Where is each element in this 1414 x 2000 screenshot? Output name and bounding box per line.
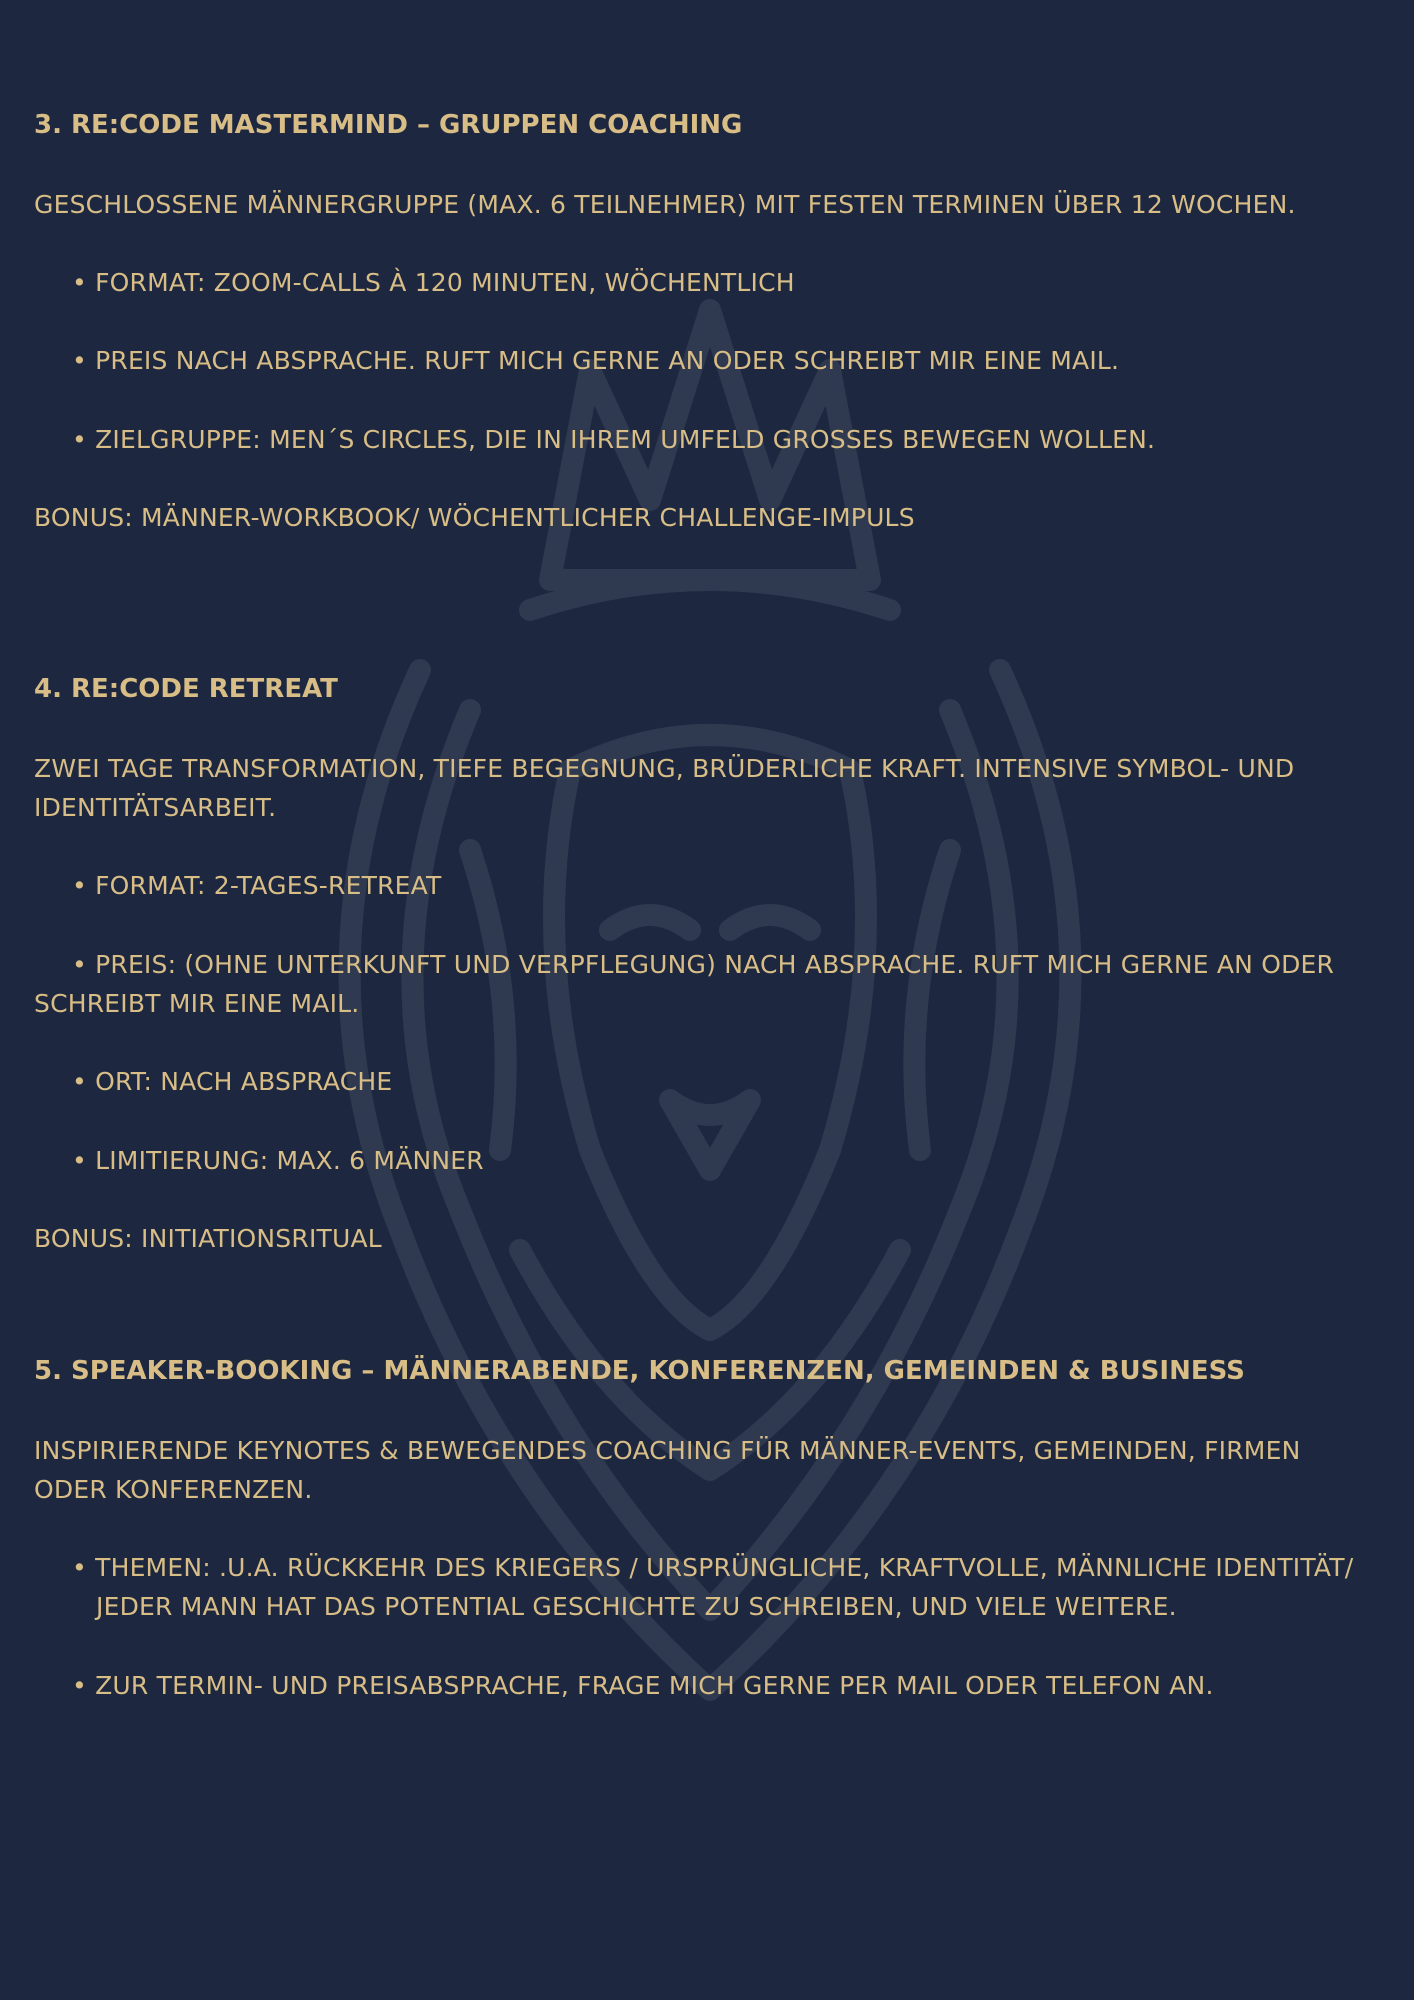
mastermind-intro: GESCHLOSSENE MÄNNERGRUPPE (MAX. 6 TEILNEHMER) MIT FESTEN TERMINEN ÜBER 12 WOCHEN. xyxy=(34,190,1296,219)
speaker-bullet-contact: • ZUR TERMIN- UND PREISABSPRACHE, FRAGE MICH GERNE PER MAIL ODER TELEFON AN. xyxy=(72,1671,1214,1700)
retreat-bullet-limit: • LIMITIERUNG: MAX. 6 MÄNNER xyxy=(72,1146,484,1175)
mastermind-bullet-format: • FORMAT: ZOOM-CALLS À 120 MINUTEN, WÖCHENTLICH xyxy=(72,268,795,297)
retreat-intro-line-2: IDENTITÄTSARBEIT. xyxy=(34,793,277,822)
retreat-bullet-price-continued: SCHREIBT MIR EINE MAIL. xyxy=(34,989,360,1018)
retreat-bullet-format: • FORMAT: 2-TAGES-RETREAT xyxy=(72,871,442,900)
mastermind-bullet-audience: • ZIELGRUPPE: MEN´S CIRCLES, DIE IN IHREM UMFELD GROSSES BEWEGEN WOLLEN. xyxy=(72,425,1156,454)
section-title-mastermind: 3. RE:CODE MASTERMIND – GRUPPEN COACHING xyxy=(34,110,743,140)
mastermind-bullet-price: • PREIS NACH ABSPRACHE. RUFT MICH GERNE AN ODER SCHREIBT MIR EINE MAIL. xyxy=(72,346,1120,375)
speaker-intro-line-1: INSPIRIERENDE KEYNOTES & BEWEGENDES COACHING FÜR MÄNNER-EVENTS, GEMEINDEN, FIRMEN xyxy=(34,1436,1301,1465)
speaker-bullet-topics-continued: JEDER MANN HAT DAS POTENTIAL GESCHICHTE ZU SCHREIBEN, UND VIELE WEITERE. xyxy=(96,1592,1177,1621)
retreat-intro-line-1: ZWEI TAGE TRANSFORMATION, TIEFE BEGEGNUNG, BRÜDERLICHE KRAFT. INTENSIVE SYMBOL- UND xyxy=(34,754,1295,783)
retreat-bonus: BONUS: INITIATIONSRITUAL xyxy=(34,1224,382,1253)
speaker-bullet-topics: • THEMEN: .U.A. RÜCKKEHR DES KRIEGERS / URSPRÜNGLICHE, KRAFTVOLLE, MÄNNLICHE IDENTITÄT/ xyxy=(72,1553,1354,1582)
section-title-retreat: 4. RE:CODE RETREAT xyxy=(34,674,338,704)
mastermind-bonus: BONUS: MÄNNER-WORKBOOK/ WÖCHENTLICHER CHALLENGE-IMPULS xyxy=(34,503,915,532)
retreat-bullet-location: • ORT: NACH ABSPRACHE xyxy=(72,1067,393,1096)
retreat-bullet-price: • PREIS: (OHNE UNTERKUNFT UND VERPFLEGUNG) NACH ABSPRACHE. RUFT MICH GERNE AN ODER xyxy=(72,950,1335,979)
section-title-speaker: 5. SPEAKER-BOOKING – MÄNNERABENDE, KONFERENZEN, GEMEINDEN & BUSINESS xyxy=(34,1356,1245,1386)
speaker-intro-line-2: ODER KONFERENZEN. xyxy=(34,1475,313,1504)
